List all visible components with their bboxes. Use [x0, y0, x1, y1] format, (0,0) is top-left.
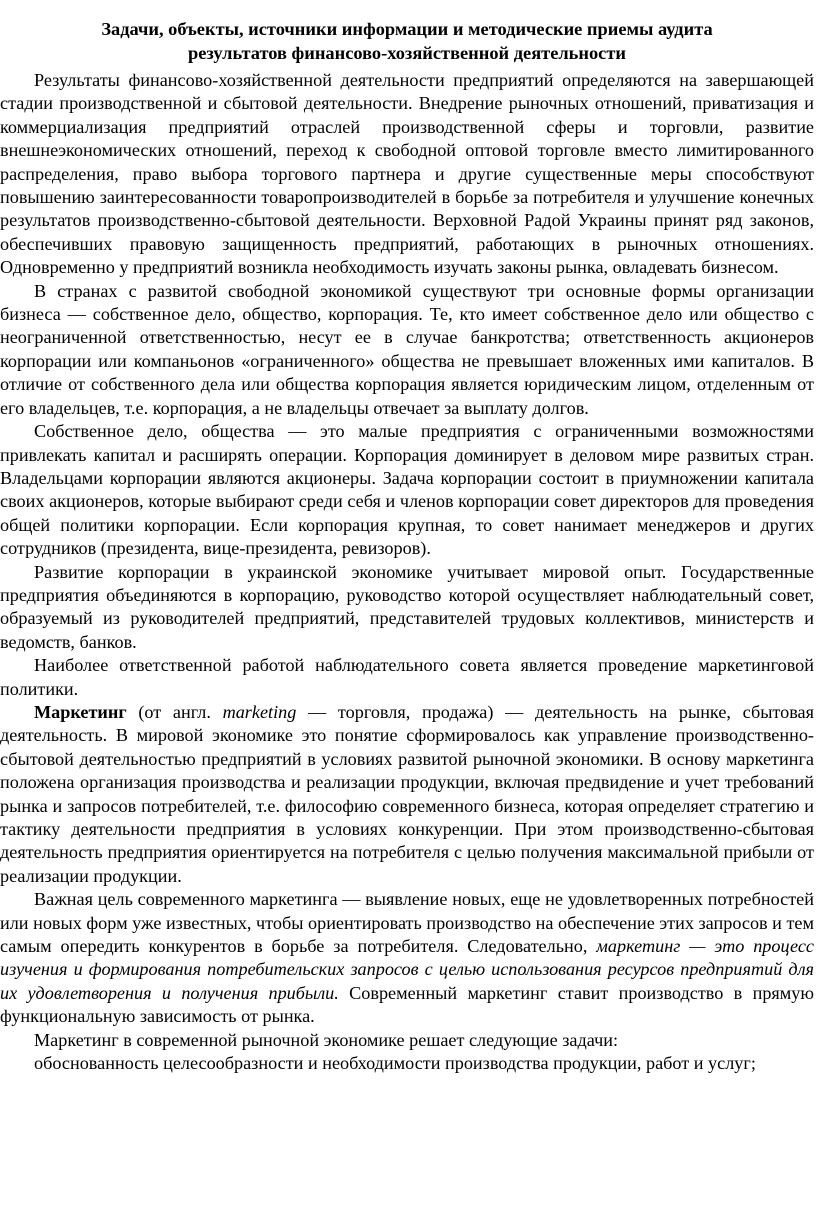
marketing-english-word: marketing	[222, 701, 297, 722]
paragraph-results: Результаты финансово-хозяйственной деятельности предприятий определяются на завершающей стадии производственной и сбытовой деятельности. Внедрение рыночных отношений, приватизация и коммерциализация предприятий отраслей производственной сферы и торговли, развитие внешнеэкономических отношений, переход к свободной оптовой торговле вместо лимитированного распределения, право выбора торгового партнера и другие существенные меры способствуют повышению заинтересованности товаропроизводителей в борьбе за потребителя и улучшение конечных результатов производственно-сбытовой деятельности. Верховной Радой Украины принят ряд законов, обеспечивших правовую защищенность предприятий, работающих в рыночных отношениях. Одновременно у предприятий возникла необходимость изучать законы рынка, овладевать бизнесом.	[0, 70, 814, 278]
paragraph-marketing-goal	[0, 888, 814, 1028]
document-page	[0, 18, 816, 1075]
marketing-goal-definition: маркетинг — это процесс изучения и формирования потребительских запросов с целью использования ресурсов предприятий для их удовлетворения и получения прибыли.	[0, 936, 815, 1003]
paragraph-supervisory-board: Наиболее ответственной работой наблюдательного совета является проведение маркетинговой политики.	[0, 655, 814, 699]
document-title	[0, 18, 814, 65]
marketing-goal-text: Важная цель современного маркетинга — выявление новых, еще не удовлетворенных потребностей или новых форм уже известных, чтобы ориентировать производство на обеспечение этих запросов и тем самым опередить конкурентов в борьбе за потребителя. Следовательно,	[0, 889, 814, 957]
paragraph-marketing-tasks-intro: Маркетинг в современной рыночной экономике решает следующие задачи:	[34, 1029, 619, 1050]
paragraph-marketing-definition	[0, 701, 814, 888]
paragraph-business-forms: В странах с развитой свободной экономикой существуют три основные формы организации бизнеса — собственное дело, общество, корпорация. Те, кто имеет собственное дело или общество с неограниченной ответственностью, несут ее в случае банкротства; ответственность акционеров корпорации или компаньонов «ограниченного» общества не превышает вложенных ими капиталов. В отличие от собственного дела или общества корпорация является юридическим лицом, отделенным от его владельцев, т.е. корпорация, а не владельцы отвечает за выплату долгов.	[0, 280, 814, 418]
title-line-1: Задачи, объекты, источники информации и методические приемы аудита	[101, 19, 713, 39]
paragraph-corporation-role: Собственное дело, общества — это малые предприятия с ограниченными возможностями привлекать капитал и расширять операции. Корпорация доминирует в деловом мире развитых стран. Владельцами корпорации являются акционеры. Задача корпорации состоит в приумножении капитала своих акционеров, которые выбирают среди себя и членов корпорации совет директоров для проведения общей политики корпорации. Если корпорация крупная, то совет нанимает менеджеров и других сотрудников (президента, вице-президента, ревизоров).	[0, 421, 814, 559]
marketing-goal-conclusion: Современный маркетинг ставит производство в прямую функциональную зависимость от рынка.	[0, 982, 814, 1027]
marketing-definition-text: — торговля, продажа) — деятельность на рынке, сбытовая деятельность. В мировой экономике это понятие сформировалось как управление производственно-сбытовой деятельностью предприятий в условиях развитой рыночной экономики. В основу маркетинга положена организация производства и реализации продукции, включая предвидение и учет требований рынка и запросов потребителей, т.е. философию современного бизнеса, которая определяет стратегию и тактику деятельности предприятия в условиях конкуренции. При этом производственно-сбытовая деятельность предприятия ориентируется на потребителя с целью получения максимальной прибыли от реализации продукции.	[0, 701, 814, 886]
paragraph-marketing-task-1: обоснованность целесообразности и необходимости производства продукции, работ и услуг;	[34, 1053, 756, 1074]
marketing-term: Маркетинг	[34, 701, 127, 722]
marketing-etymology-prefix: (от англ.	[126, 701, 223, 722]
paragraph-ukraine-corporations: Развитие корпорации в украинской экономике учитывает мировой опыт. Государственные предприятия объединяются в корпорацию, руководство которой осуществляет наблюдательный совет, образуемый из руководителей предприятий, представителей трудовых коллективов, министерств и ведомств, банков.	[0, 561, 814, 652]
title-line-2: результатов финансово-хозяйственной деятельности	[188, 42, 626, 63]
